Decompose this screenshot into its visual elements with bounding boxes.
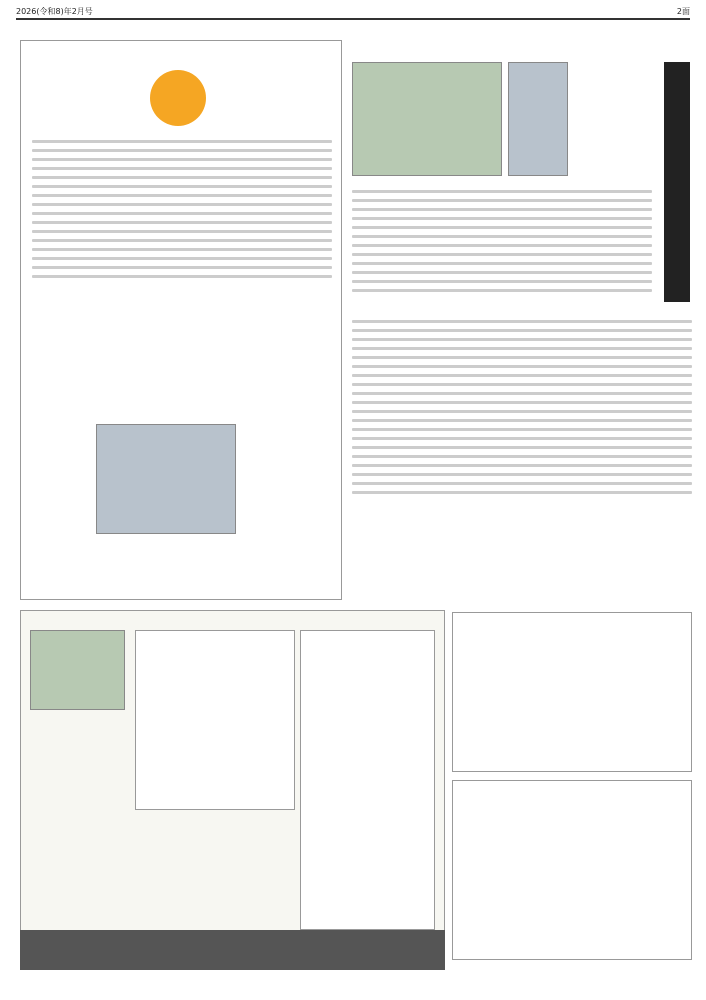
building-photo [508,62,568,176]
sidebar-badge [150,70,206,126]
section-banner [664,62,690,302]
sidebar-photo [96,424,236,534]
property-spec-table [300,630,435,930]
article-body-bottom [352,320,692,500]
property-photo [30,630,125,710]
notice-box [452,780,692,960]
issue-label: 2026(令和8)年2月号 [16,7,93,16]
floor-plan [135,630,295,810]
sidebar-body [32,140,332,284]
page-header [16,6,690,20]
apartment-photo [352,62,502,176]
page-number: 2面 [676,7,690,16]
article-body-top [352,190,652,298]
ad-footer-band [20,930,445,970]
column-box [452,612,692,772]
footnote [16,975,692,991]
